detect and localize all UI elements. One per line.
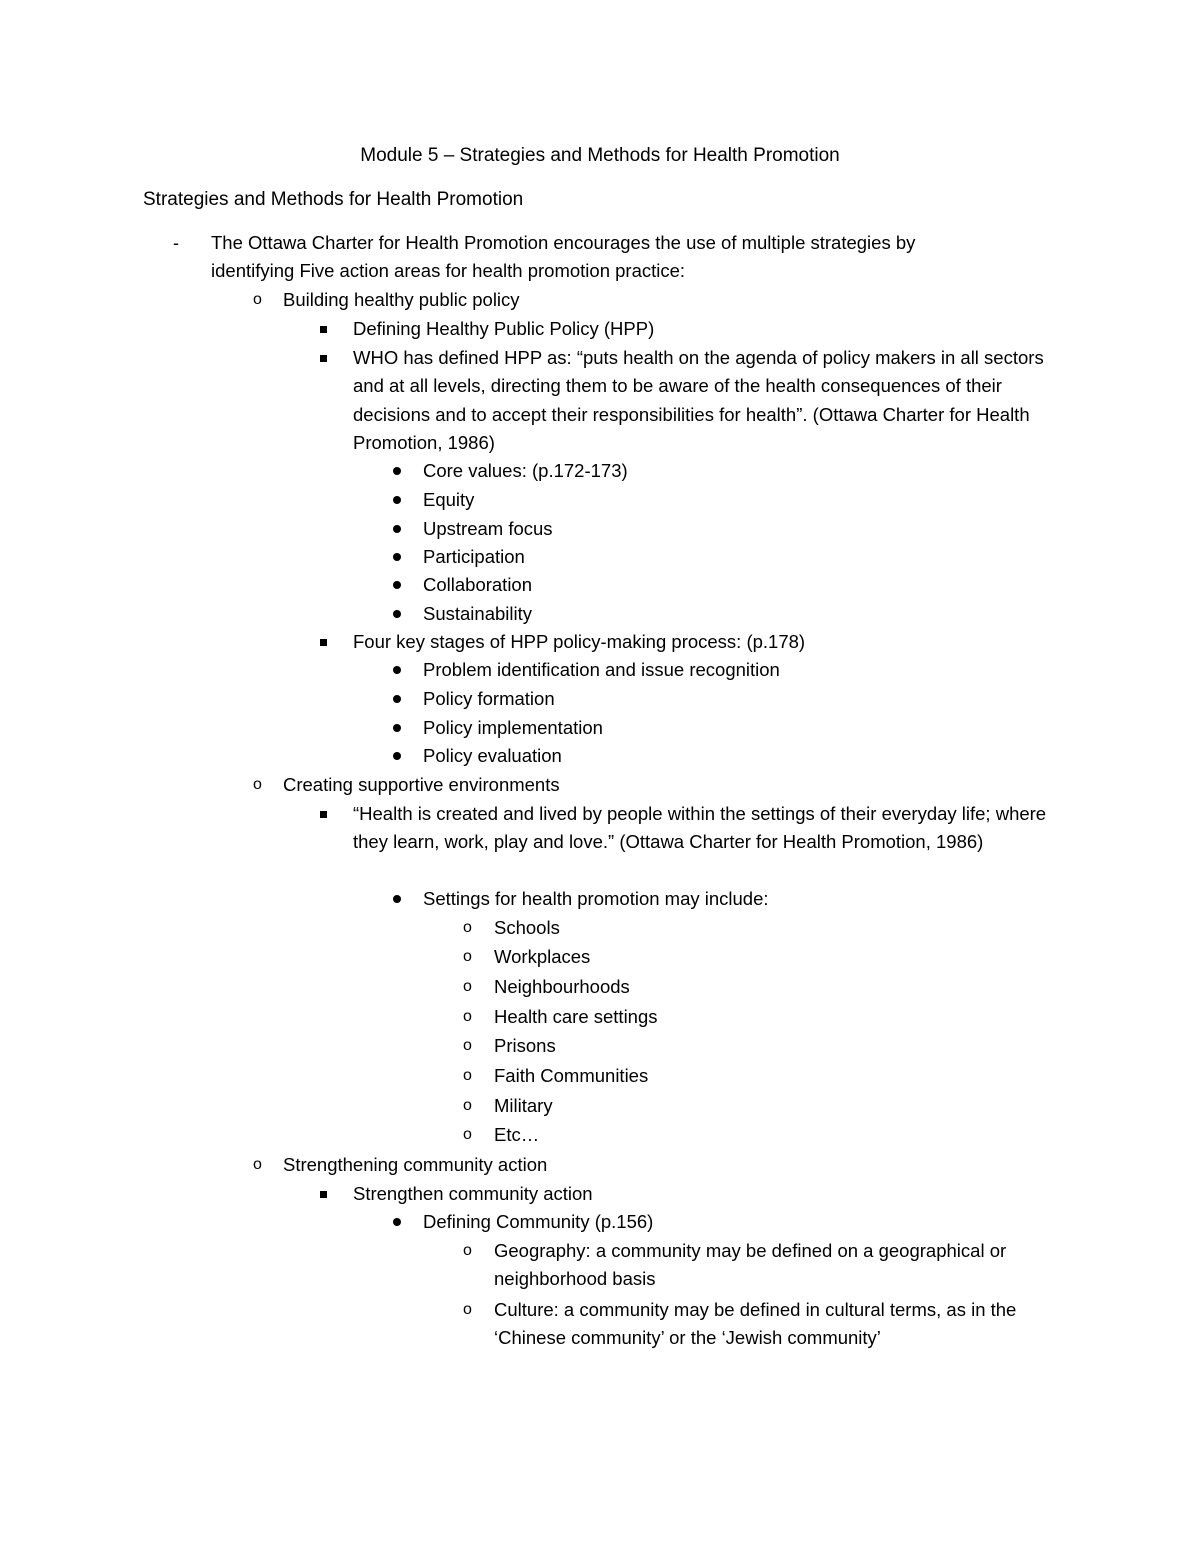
list-item xyxy=(423,457,1023,485)
dot-bullet-icon xyxy=(393,895,401,903)
list-item-text: Health care settings xyxy=(494,1006,658,1027)
circle-bullet: o xyxy=(253,776,262,793)
circle-bullet: o xyxy=(463,1097,472,1114)
circle-bullet: o xyxy=(463,1242,472,1259)
list-item xyxy=(423,600,1023,628)
circle-bullet: o xyxy=(463,919,472,936)
dot-bullet-icon xyxy=(393,553,401,561)
dash-bullet: - xyxy=(173,233,179,253)
list-item xyxy=(253,771,1043,799)
list-item xyxy=(423,656,1023,684)
dot-bullet-icon xyxy=(393,666,401,674)
list-item-text: Defining Community (p.156) xyxy=(423,1211,654,1232)
list-item xyxy=(353,344,1073,458)
list-item xyxy=(463,973,1054,1001)
list-item-text: Geography: a community may be defined on a geographical or neighborhood basis xyxy=(494,1240,1007,1290)
circle-bullet: o xyxy=(463,1037,472,1054)
circle-bullet: o xyxy=(463,948,472,965)
list-item xyxy=(423,1208,1023,1236)
list-item xyxy=(423,543,1023,571)
list-item xyxy=(463,1296,1054,1353)
list-item-text: Core values: (p.172-173) xyxy=(423,460,628,481)
dot-bullet-icon xyxy=(393,724,401,732)
list-item xyxy=(353,628,1073,656)
circle-bullet: o xyxy=(253,291,262,308)
list-item-text: Sustainability xyxy=(423,603,533,624)
list-item xyxy=(463,1003,1054,1031)
list-item-text: Defining Healthy Public Policy (HPP) xyxy=(353,318,655,339)
dot-bullet-icon xyxy=(393,610,401,618)
list-item-text: Collaboration xyxy=(423,574,533,595)
list-item xyxy=(253,286,1043,314)
dot-bullet-icon xyxy=(393,525,401,533)
list-item-text: Strengthen community action xyxy=(353,1183,593,1204)
square-bullet-icon xyxy=(320,811,327,818)
list-item xyxy=(463,1062,1054,1090)
dot-bullet-icon xyxy=(393,467,401,475)
list-item-text: Four key stages of HPP policy-making process: (p.178) xyxy=(353,631,806,652)
list-item-text: Building healthy public policy xyxy=(283,289,520,310)
list-item-text: Problem identification and issue recognition xyxy=(423,659,780,680)
list-item xyxy=(253,1151,1043,1179)
list-item xyxy=(463,1237,1054,1294)
list-item-text: Workplaces xyxy=(494,946,591,967)
list-item xyxy=(353,1180,1063,1208)
dot-bullet-icon xyxy=(393,581,401,589)
dot-bullet-icon xyxy=(393,752,401,760)
list-item xyxy=(423,742,1023,770)
circle-bullet: o xyxy=(463,1301,472,1318)
dot-bullet-icon xyxy=(393,496,401,504)
page-title: Module 5 – Strategies and Methods for Health Promotion xyxy=(360,145,840,166)
list-item-text: Schools xyxy=(494,917,560,938)
list-item-text: Military xyxy=(494,1095,553,1116)
list-item-text: Policy formation xyxy=(423,688,555,709)
list-item-text: Participation xyxy=(423,546,525,567)
list-item-text: Prisons xyxy=(494,1035,556,1056)
list-item-text: Policy evaluation xyxy=(423,745,562,766)
list-item xyxy=(423,685,1023,713)
circle-bullet: o xyxy=(463,1067,472,1084)
list-item xyxy=(423,571,1023,599)
circle-bullet: o xyxy=(463,978,472,995)
list-item-text: “Health is created and lived by people within the settings of their everyday life; where they learn, work, play and love.” (Ottawa Charter for Health Promotion, 1986) xyxy=(353,803,1047,853)
list-item-text: The Ottawa Charter for Health Promotion encourages the use of multiple strategies by identifying Five action areas for health promotion practice: xyxy=(211,232,916,282)
list-item xyxy=(353,800,1063,857)
list-item xyxy=(463,943,1054,971)
list-item xyxy=(423,515,1023,543)
list-item xyxy=(463,914,1054,942)
list-item-text: Creating supportive environments xyxy=(283,774,560,795)
square-bullet-icon xyxy=(320,639,327,646)
circle-bullet: o xyxy=(253,1156,262,1173)
list-item-text: Culture: a community may be defined in cultural terms, as in the ‘Chinese community’ or the ‘Jewish community’ xyxy=(494,1299,1017,1349)
list-item xyxy=(463,1092,1054,1120)
list-item-text: Equity xyxy=(423,489,475,510)
square-bullet-icon xyxy=(320,355,327,362)
list-item-text: Neighbourhoods xyxy=(494,976,630,997)
circle-bullet: o xyxy=(463,1126,472,1143)
list-item xyxy=(463,1121,1054,1149)
list-item xyxy=(423,486,1023,514)
list-item xyxy=(173,229,981,286)
dot-bullet-icon xyxy=(393,695,401,703)
list-item xyxy=(423,885,1023,913)
square-bullet-icon xyxy=(320,326,327,333)
dot-bullet-icon xyxy=(393,1218,401,1226)
square-bullet-icon xyxy=(320,1191,327,1198)
list-item xyxy=(353,315,1073,343)
list-item xyxy=(423,714,1023,742)
list-item-text: Settings for health promotion may include: xyxy=(423,888,769,909)
list-item-text: Policy implementation xyxy=(423,717,603,738)
circle-bullet: o xyxy=(463,1008,472,1025)
list-item-text: Faith Communities xyxy=(494,1065,649,1086)
list-item-text: WHO has defined HPP as: “puts health on the agenda of policy makers in all sectors and at all levels, directing them to be aware of the health consequences of their decisions and to accept their responsibilities for health”. (Ottawa Charter for Health Promotion, 1986) xyxy=(353,347,1044,454)
list-item-text: Strengthening community action xyxy=(283,1154,548,1175)
list-item-text: Etc… xyxy=(494,1124,540,1145)
list-item-text: Upstream focus xyxy=(423,518,553,539)
list-item xyxy=(463,1032,1054,1060)
section-heading: Strategies and Methods for Health Promotion xyxy=(143,189,524,210)
